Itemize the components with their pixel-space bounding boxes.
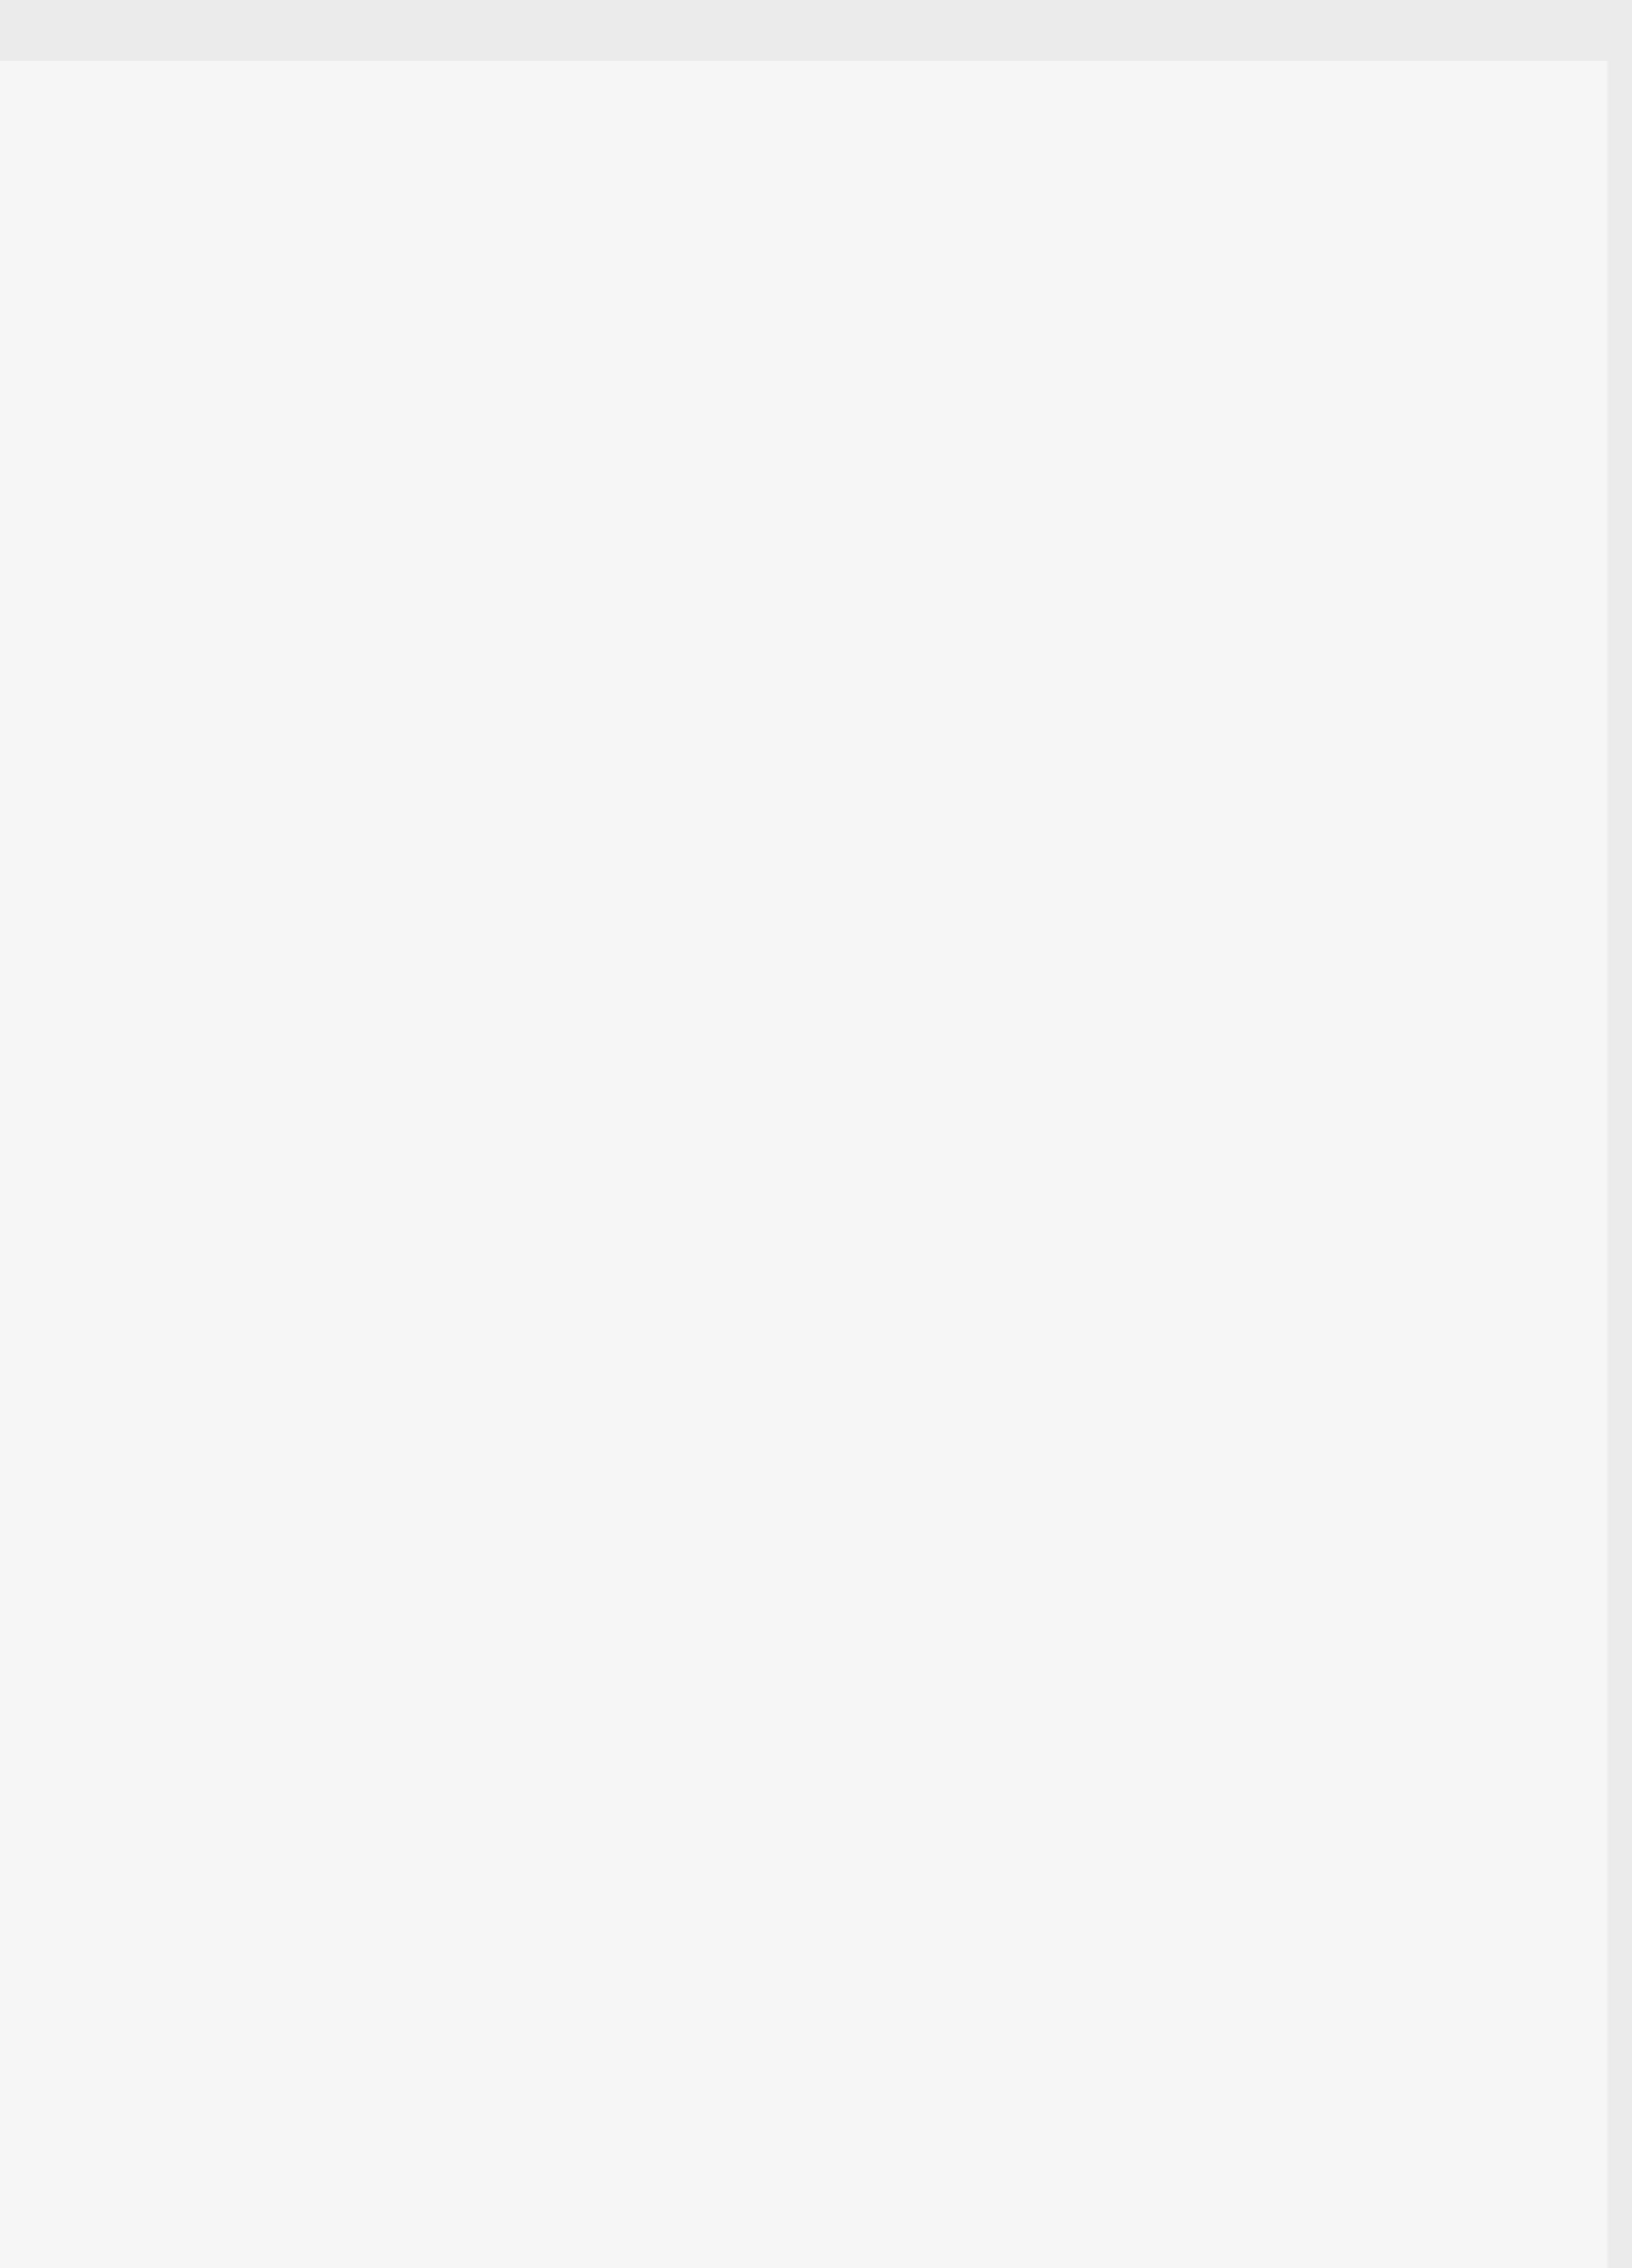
page xyxy=(0,61,1608,2268)
